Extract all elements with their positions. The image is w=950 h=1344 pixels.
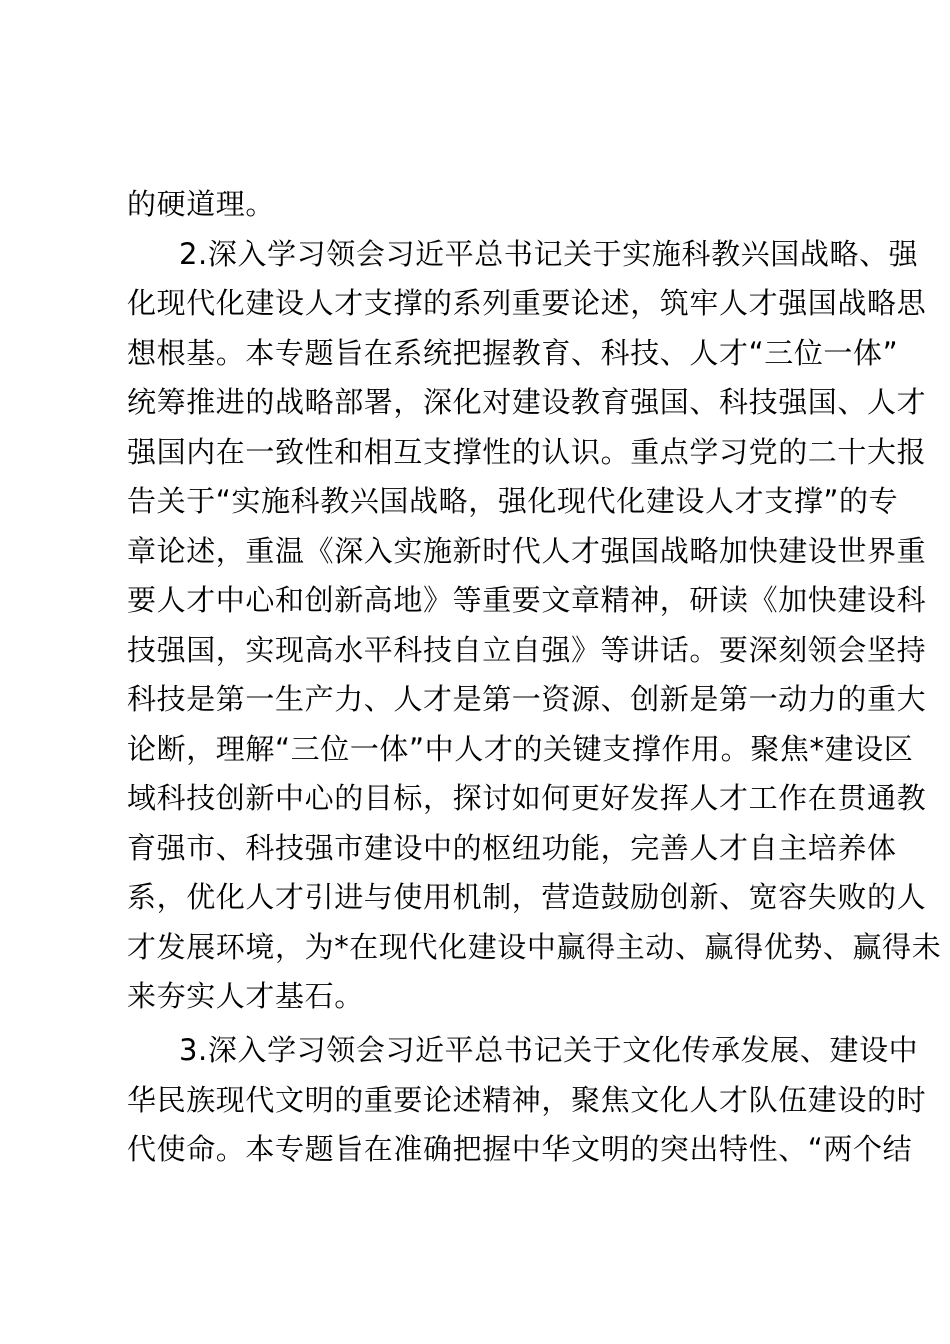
paragraph-2-heading-line: 2.深入学习领会习近平总书记关于实施科教兴国战略、强 xyxy=(179,237,919,271)
text-line: 统筹推进的战略部署，深化对建设教育强国、科技强国、人才 xyxy=(127,385,927,419)
text-line: 强国内在一致性和相互支撑性的认识。重点学习党的二十大报 xyxy=(127,435,927,469)
text-line: 域科技创新中心的目标，探讨如何更好发挥人才工作在贯通教 xyxy=(127,781,927,815)
text-line: 育强市、科技强市建设中的枢纽功能，完善人才自主培养体 xyxy=(127,831,897,865)
text-line: 章论述，重温《深入实施新时代人才强国战略加快建设世界重 xyxy=(127,534,927,568)
text-line: 科技是第一生产力、人才是第一资源、创新是第一动力的重大 xyxy=(127,682,927,716)
text-line: 化现代化建设人才支撑的系列重要论述，筑牢人才强国战略思 xyxy=(127,286,927,320)
text-line: 要人才中心和创新高地》等重要文章精神，研读《加快建设科 xyxy=(127,583,927,617)
text-line: 告关于“实施科教兴国战略，强化现代化建设人才支撑”的专 xyxy=(127,484,899,518)
text-line: 的硬道理。 xyxy=(127,187,276,221)
text-line: 技强国，实现高水平科技自立自强》等讲话。要深刻领会坚持 xyxy=(127,633,927,667)
text-line: 论断，理解“三位一体”中人才的关键支撑作用。聚焦*建设区 xyxy=(127,732,914,766)
text-line: 系，优化人才引进与使用机制，营造鼓励创新、宽容失败的人 xyxy=(127,880,927,914)
text-line: 华民族现代文明的重要论述精神，聚焦文化人才队伍建设的时 xyxy=(127,1083,927,1117)
text-line: 想根基。本专题旨在系统把握教育、科技、人才“三位一体” xyxy=(127,336,899,370)
text-line: 来夯实人才基石。 xyxy=(127,979,364,1013)
text-line: 才发展环境，为*在现代化建设中赢得主动、赢得优势、赢得未 xyxy=(127,930,942,964)
text-line: 代使命。本专题旨在准确把握中华文明的突出特性、“两个结 xyxy=(127,1132,913,1166)
paragraph-3-heading-line: 3.深入学习领会习近平总书记关于文化传承发展、建设中 xyxy=(179,1033,919,1067)
